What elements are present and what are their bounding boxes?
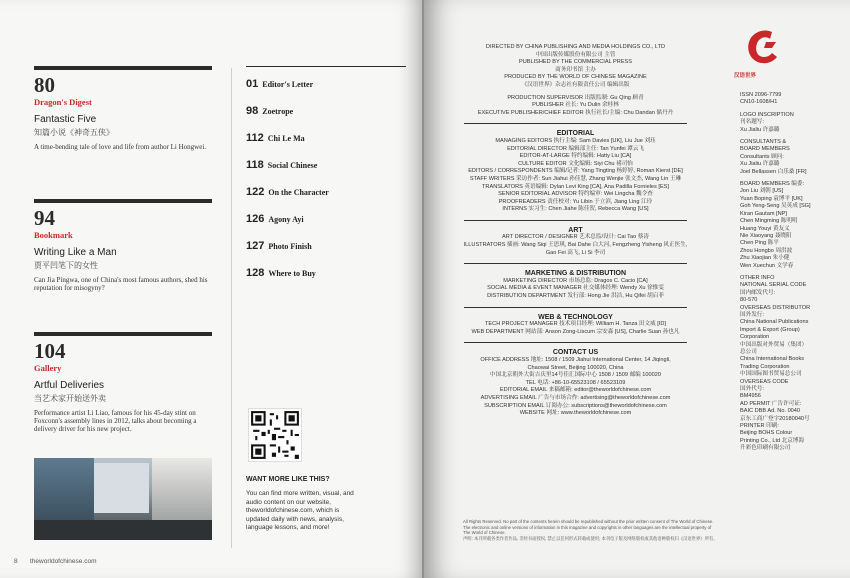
category: Dragon's Digest [34,97,92,107]
toc-top-rule [246,66,406,67]
feature-bookmark[interactable] [34,199,212,292]
toc-item[interactable]: 128 Where to Buy [246,267,316,279]
article-title-cn: 当艺术家开始送外卖 [34,394,106,403]
page-number: 80 [34,73,55,97]
page-number: 94 [34,206,55,230]
gallery-photo [34,458,212,540]
more-title: WANT MORE LIKE THIS? [246,476,330,483]
section-rule [34,332,212,336]
category: Gallery [34,363,62,373]
feature-gallery[interactable] [34,332,212,433]
more-desc: You can find more written, visual, and audio content on our website, theworldofchinese.com, which is updated daily with news, analysis, language lessons, and more! [246,490,354,531]
section-heading-contact: CONTACT US [552,349,599,357]
feature-dragons-digest[interactable] [34,66,212,151]
masthead-top: DIRECTED BY CHINA PUBLISHING AND MEDIA HOLDINGS CO., LTD 中国出版传媒股份有限公司 主管 PUBLISHED BY THE COMMERCIAL PRESS 商务印书馆 主办 PRODUCED BY THE WORLD OF CHINESE MAGAZINE 《汉语世界》杂志社有限责任公司 编辑出版 PRODUCTION SUPERVISOR 出版监制: Gu Qing 顾青 PUBLISHER 社长: Yu Dulin 余桂林 EXECUTIVE PUBLISHER/CHIEF EDITOR 执行社长/主编: Chu Dandan 储丹丹 EDITORIAL MANAGING EDITORS 执行主编: Sam Davies [UK], Liu Jue 刘珏 EDITORIAL DIRECTOR 编辑部主任: Tan Yunfei 谭云飞 EDITOR-AT-LARGE 特约编辑: Hatty Liu [CA] CULTURE EDITOR 文化编辑: Siyi Chu 褚司怡 EDITORS / CORRESPONDENTS 编辑/记者: Yang Tingting 杨婷婷, Roman Kierst [DE] STAFF WRITERS 采访作者: Sun Jiahui 孙佳慧, Zhang Wenjie 张文杰, Wang Lin 王琳 TRANSLATORS 英语编辑: Dylan Levi King [CA], Ana Padilla Fornieles [ES] SENIOR EDITORIAL ADVISOR 特约编审: Wei Lingcha 魏令查 PROOFREADERS 责任校对: Yu Libin 于立滨, Jiang Ling 江玲 INTERNS 实习生: Chen Jiahe 陈佳贺, Rebecca Wang [US] ART ART DIRECTOR / DESIGNER 艺术总监/设计: Cai Tao 蔡涛 ILLUSTRATORS 插画: Wang Siqi 王思琪, Bai Dahe 白大河, Fengzheng Yisheng 风正医生, Gao Fei 高飞, Li Si 李司 MARKETING & DISTRIBUTION MARKETING DIRECTOR 市场总监: Dragos C. Cacio [CA] SOCIAL MEDIA & EVENT MANAGER 社交媒体经理: Wendy Xu 徐惟雯 DISTRIBUTION DEPARTMENT 发行部: Hong Jie 洪洁, Hu Qifei 胡启菲 WEB & TECHNOLOGY TECH PROJECT MANAGER 技术项目经理: William H. Tanza 田文威 [ID] WEB DEPARTMENT 网站部: Anson Zong-Liscum 宗安森 [US], Charlie Suan 孙也凡 CONTACT US OFFICE ADDRESS 地址: 1508 / 1509 Jiahui International Center, 14 Jiqingli, Chaowai Street, Beijing 100020, China 中国北京朝外大街吉庆里14号佳汇国际中心 1508 / 1509 邮编 100020 TEL 电话: +86-10-65523108 / 65523109 EDITORIAL EMAIL 来稿邮箱: editor@theworldofchinese.com ADVERTISING EMAIL 广告与市场合作: advertising@theworldofchinese.com SUBSCRIPTION EMAIL 订阅办公: subscriptions@theworldofchinese.com WEBSITE 网址: www.theworldofchinese.com [458,44,693,418]
toc-item[interactable]: 122 On the Character [246,186,329,198]
page-number: 104 [34,339,66,363]
section-heading-marketing: MARKETING & DISTRIBUTION [524,270,627,278]
left-page [0,0,422,578]
article-desc: Performance artist Li Liao, famous for his 45-day stint on Foxconn's assembly lines in 2012, talks about becoming a delivery driver for his new project. [34,409,197,433]
toc-item[interactable]: 112 Chi Le Ma [246,132,305,144]
toc-item[interactable]: 118 Social Chinese [246,159,318,171]
article-title: Fantastic Five [34,114,97,125]
article-title: Artful Deliveries [34,380,105,391]
article-desc: Can Jia Pingwa, one of China's most famous authors, shed his reputation for misogyny? [34,276,208,292]
folio-page-number: 8 [14,558,18,565]
article-title-cn: 贾平凹笔下的女性 [34,261,98,270]
folio-site[interactable]: theworldofchinese.com [30,558,97,565]
article-title-cn: 知篇小说《神奇五侠》 [34,128,114,137]
article-title: Writing Like a Man [34,247,117,258]
toc-item[interactable]: 126 Agony Ayi [246,213,304,225]
toc-item[interactable]: 01 Editor's Letter [246,78,314,90]
brand-logo [742,28,784,68]
copyright-notice: All Rights Reserved. No part of the contents herein should be republished without the prior written consent of The World of Chinese. The electronic and online versions of information in this magazine and copyrights in other languages are the intellectual property of The World of Chinese. 声明: 本刊所载各类作者作品, 非经书面授权, 禁止以任何形式转载或使用; 本刊电子版及网络版权或其他语种版权归《汉语世界》所有。 [463,519,718,541]
section-heading-web: WEB & TECHNOLOGY [538,313,613,321]
section-rule [34,199,212,203]
toc-item[interactable]: 127 Photo Finish [246,240,312,252]
toc-item[interactable]: 98 Zoetrope [246,105,294,117]
category: Bookmark [34,230,73,240]
logo-text: 汉语世界 [734,73,757,79]
column-divider [231,68,232,548]
qr-code[interactable] [248,408,302,462]
article-desc: A time-bending tale of love and life from author Li Hongwei. [34,143,207,151]
section-heading-editorial: EDITORIAL [556,130,595,138]
side-info: ISSN 2096-7799 CN10-1608/H1 LOGO INSCRIPTION 刊名题写: Xu Jialiu 许嘉璐 CONSULTANTS & BOARD MEMBERS Consultants 顾问: Xu Jialiu 许嘉璐 Joel Bellassen 白乐桑 [FR] BOARD MEMBERS 编委: Jon Liu 刘朝 [US] Yuan Boping 袁博平 [UK] Goh Yeng-Seng 吴英成 [SG] Kiran Gautam [NP] Chen Mingming 陈明明 Huang Youyi 黄友义 Nie Xiaoyang 聂晓阳 Chen Ping 陈平 Zhou Hongbo 周洪波 Zhu Xiaojian 朱小健 Wen Xuechun 文学春 OTHER INFO NATIONAL SERIAL CODE 国内邮发代号: 80-570 OVERSEAS DISTRIBUTOR 国外发行: China National Publications Import & Export (Group) Corporation 中国出版对外贸易（集团） 总公司 China International Books Trading Corporation 中国国际图书贸易总公司 OVERSEAS CODE 国外代号: BM4956 AD PERMIT 广告许可证: BAIC DBB Ad. No. 0040 京东工商广登字20180040号 PRINTER 印刷: Beijing BOHS Colour Printing Co., Ltd 北京博海 升彩色印刷有限公司 [740,92,811,452]
section-heading-art: ART [568,226,583,234]
section-rule [34,66,212,70]
